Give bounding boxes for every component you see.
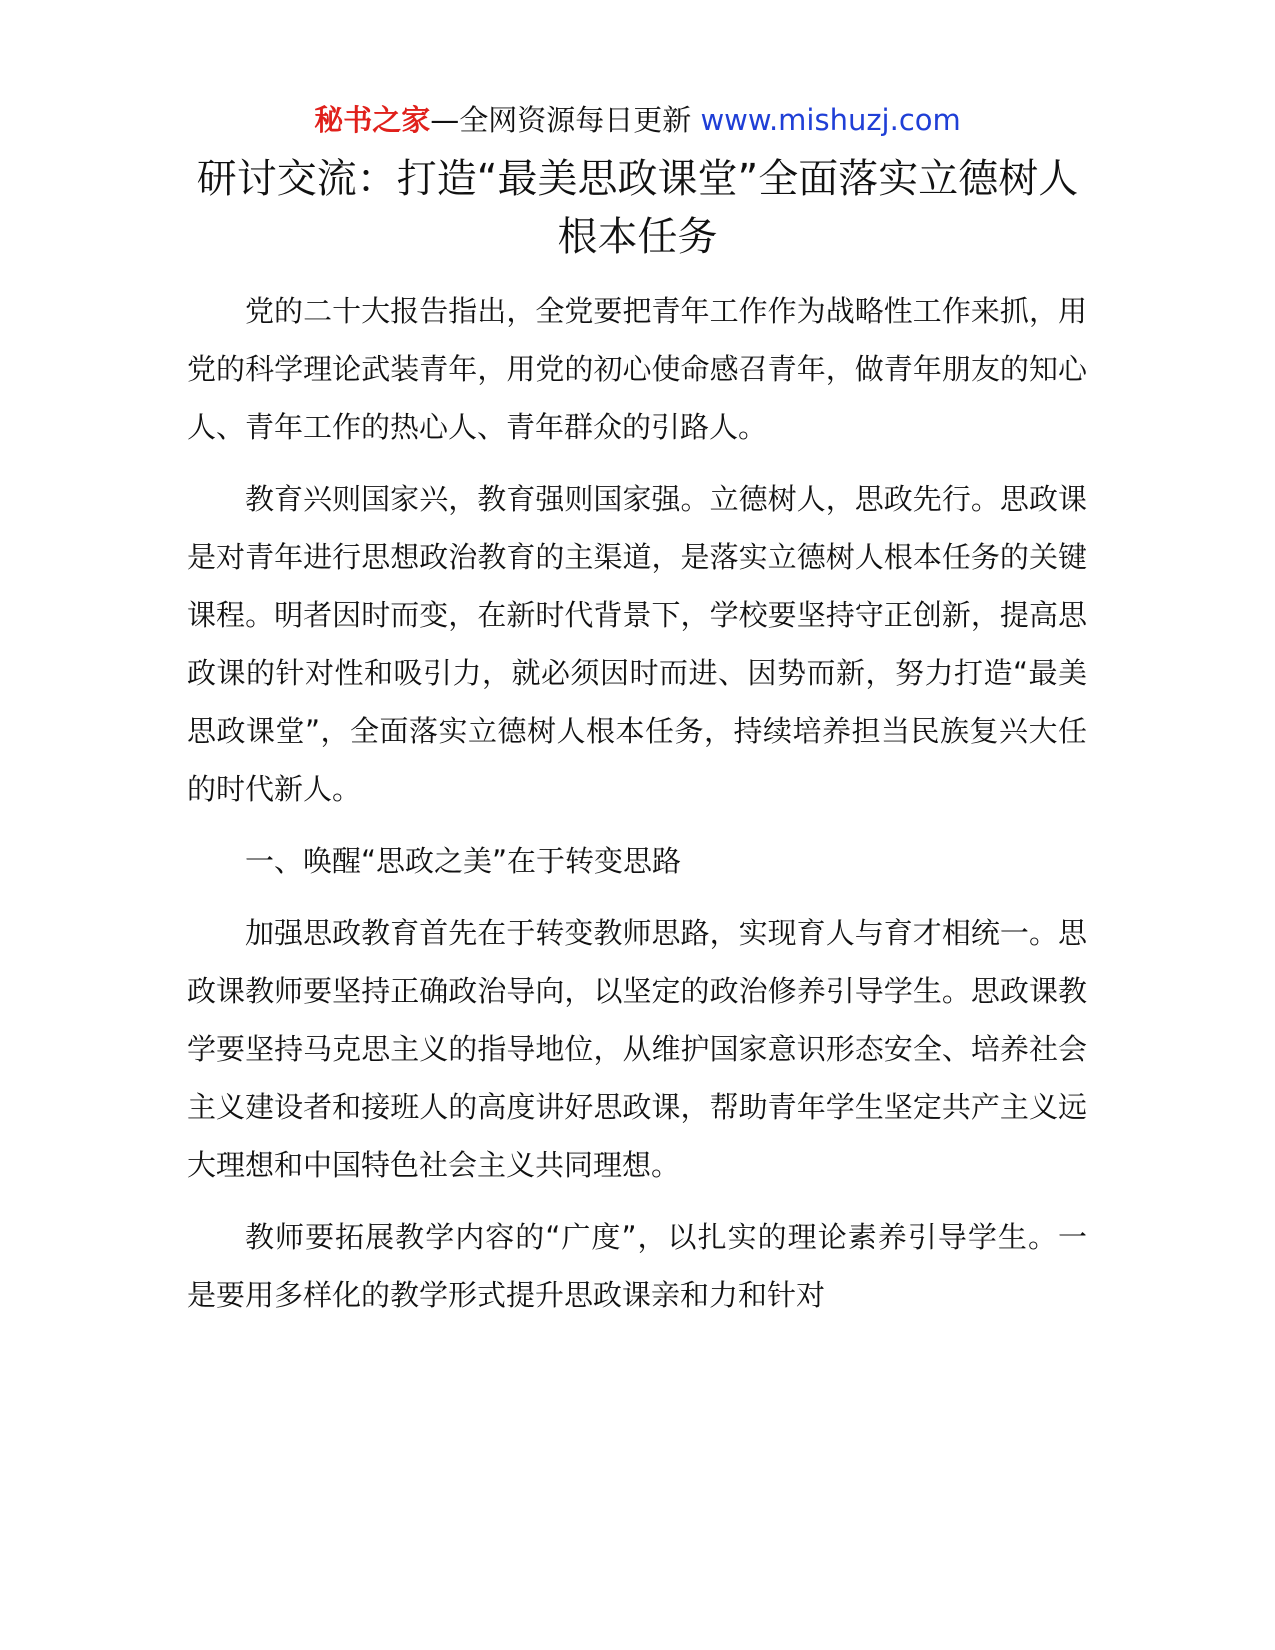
paragraph-education: 教育兴则国家兴，教育强则国家强。立德树人，思政先行。思政课是对青年进行思想政治教育的主渠道，是落实立德树人根本任务的关键课程。明者因时而变，在新时代背景下，学校要坚持守正创新，提高思政课的针对性和吸引力，就必须因时而进、因势而新，努力打造“最美思政课堂”，全面落实立德树人根本任务，持续培养担当民族复兴大任的时代新人。 bbox=[187, 482, 1087, 806]
site-tagline: —全网资源每日更新 bbox=[430, 103, 701, 137]
site-header bbox=[0, 100, 1275, 140]
document-title: 研讨交流：打造“最美思政课堂”全面落实立德树人根本任务 bbox=[196, 156, 1079, 260]
paragraph-teaching-breadth: 教师要拓展教学内容的“广度”，以扎实的理论素养引导学生。一是要用多样化的教学形式提升思政课亲和力和针对 bbox=[187, 1220, 1087, 1312]
document-body bbox=[187, 282, 1087, 1338]
site-brand: 秘书之家 bbox=[314, 103, 431, 137]
site-url-link[interactable]: www.mishuzj.com bbox=[700, 103, 961, 137]
section-heading-1: 一、唤醒“思政之美”在于转变思路 bbox=[245, 844, 682, 878]
paragraph-intro: 党的二十大报告指出，全党要把青年工作作为战略性工作来抓，用党的科学理论武装青年，用党的初心使命感召青年，做青年朋友的知心人、青年工作的热心人、青年群众的引路人。 bbox=[187, 294, 1087, 444]
paragraph-teacher-thinking: 加强思政教育首先在于转变教师思路，实现育人与育才相统一。思政课教师要坚持正确政治导向，以坚定的政治修养引导学生。思政课教学要坚持马克思主义的指导地位，从维护国家意识形态安全、培养社会主义建设者和接班人的高度讲好思政课，帮助青年学生坚定共产主义远大理想和中国特色社会主义共同理想。 bbox=[187, 916, 1087, 1182]
